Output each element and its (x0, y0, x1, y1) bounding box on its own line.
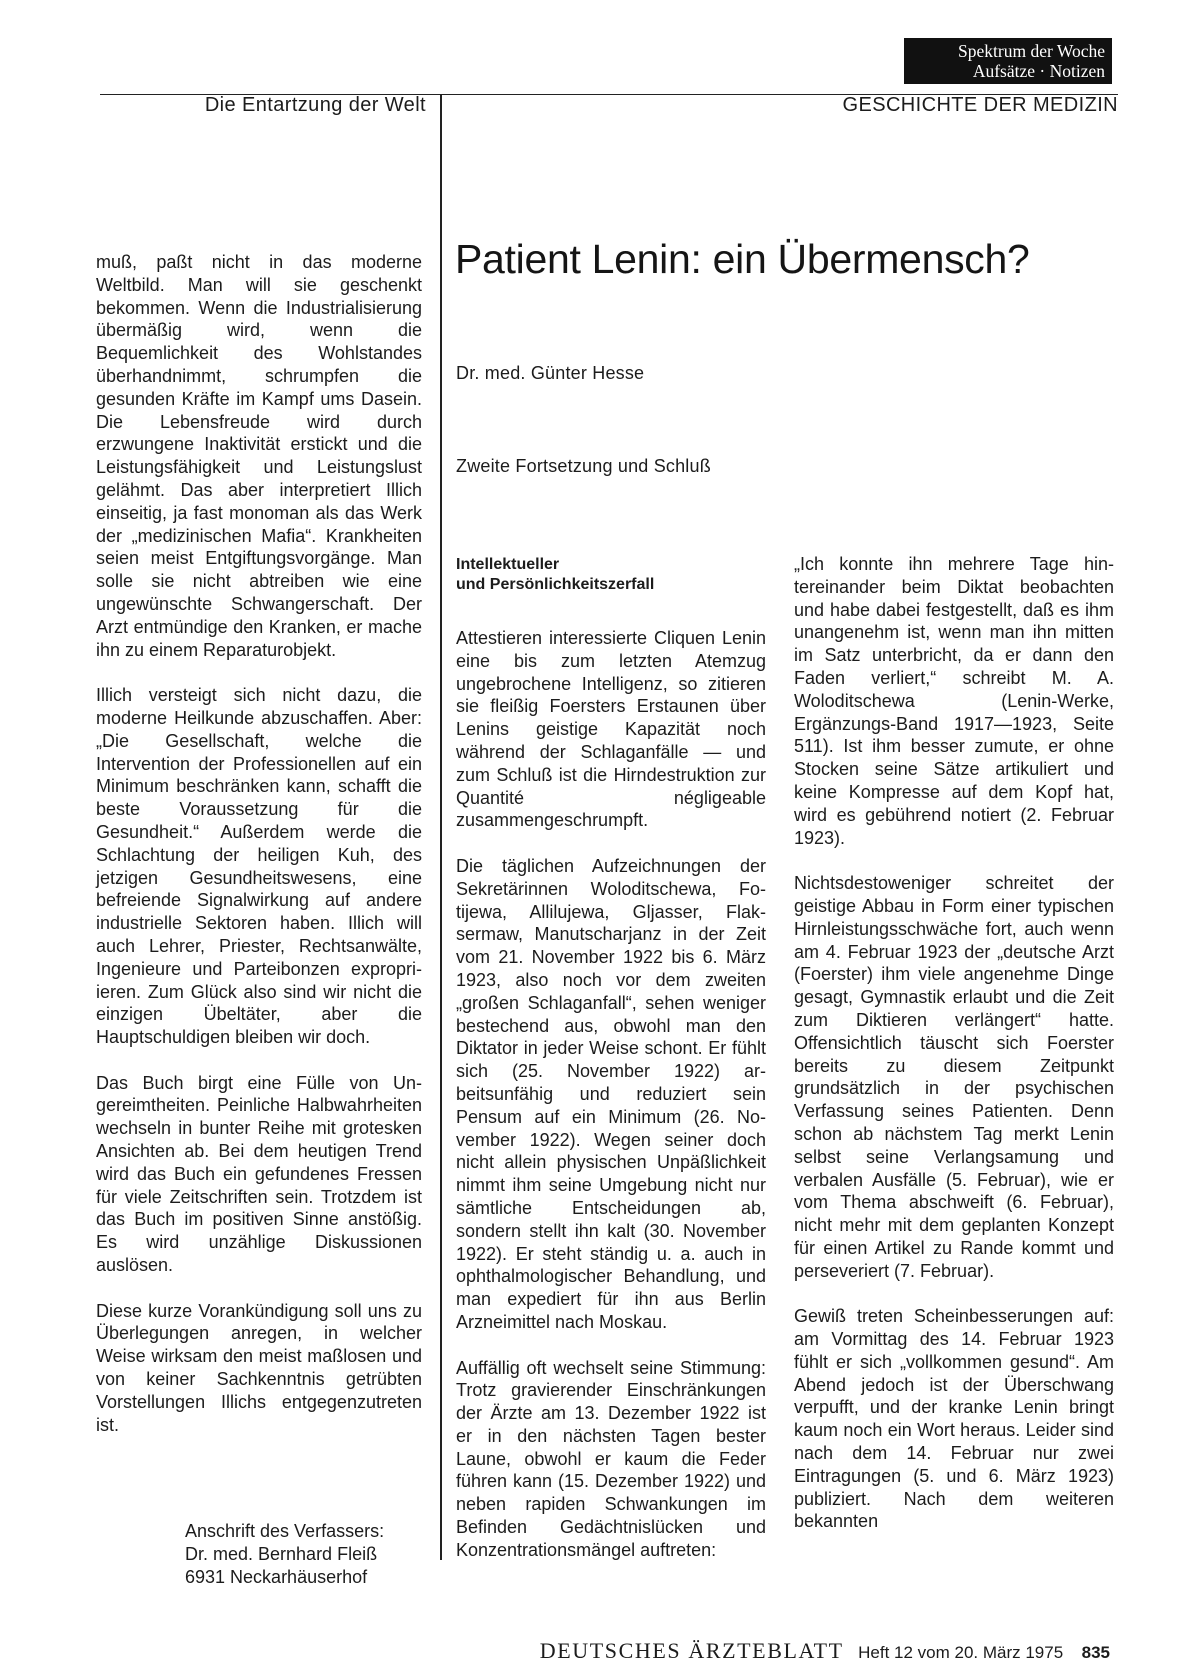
left-column (96, 251, 422, 1436)
badge-line-1: Spektrum der Woche (958, 41, 1105, 61)
right-paragraph-3: Gewiß treten Scheinbesserungen auf: am Vormittag des 14. Februar 1923 fühlt er sich „vollkommen gesund“. Am Abend jedoch ist der Überschwang verpufft, und der kranke Lenin bringt kaum noch ein Wort heraus. Leider sind nach dem 14. Februar nur zwei Eintragungen (5. und 6. März 1923) publiziert. Nach dem weiteren bekannten (794, 1306, 1114, 1532)
article-title: Patient Lenin: ein Übermensch? (455, 236, 1030, 282)
journal-name: DEUTSCHES ÄRZTEBLATT (539, 1638, 844, 1663)
article-subtitle: Zweite Fortsetzung und Schluß (456, 456, 711, 476)
section-heading-line-1: Intellektueller (456, 556, 560, 573)
section-heading (456, 555, 756, 595)
author-address (185, 1520, 425, 1589)
middle-paragraph-2: Die täglichen Aufzeichnungen der Sekretärinnen Woloditschewa, Fotijewa, Allilujewa, Gljasser, Flaksermaw, Manutscharjanz in der Zeit vom 21. November 1922 bis 6. März 1923, also noch vor dem zweiten „großen Schlaganfall“, sehen weniger bestechend aus, obwohl man den Diktator in jeder Weise schont. Er fühlt sich (25. November 1922) arbeitsunfähig und reduziert sein Pensum auf ein Minimum (26. November 1922). Wegen seiner doch nicht allein physischen Unpäßlichkeit nimmt ihm seine Umgebung nicht nur sämtliche Entscheidungen ab, sondern stellt ihn kalt (30. November 1922). Er steht ständig u. a. auch in ophthalmologischer Behandlung, und man expediert für ihn aus Berlin Arzneimittel nach Moskau. (456, 855, 766, 1332)
right-paragraph-1: „Ich konnte ihn mehrere Tage hintereinander beim Diktat beobachten und habe dabei festgestellt, daß es ihm unangenehm ist, wenn man ihn mitten im Satz unterbricht, da er dann den Faden verliert,“ schreibt M. A. Woloditschewa (Lenin-Werke, Ergänzungs-Band 1917—1923, Seite 511). Ist ihm besser zumute, er ohne Stocken seine Sätze artikuliert und keine Kompresse auf dem Kopf hat, wird es gebührend notiert (2. Februar 1923). (794, 554, 1114, 848)
badge-line-2: Aufsätze · Notizen (972, 61, 1105, 81)
left-paragraph-3: Das Buch birgt eine Fülle von Ungereimtheiten. Peinliche Halbwahrheiten wechseln in bunter Reihe mit grotesken Ansichten ab. Bei dem heutigen Trend wird das Buch ein gefundenes Fressen für viele Zeitschriften sein. Trotzdem ist das Buch im positiven Sinne anstößig. Es wird unzählige Diskussionen auslösen. (96, 1072, 422, 1276)
left-paragraph-1: muß, paßt nicht in das moderne Weltbild. Man will sie geschenkt bekommen. Wenn die Industrialisierung übermäßig wird, wenn die Bequemlichkeit des Wohlstandes überhandnimmt, schrumpfen die gesunden Kräfte im Kampf ums Dasein. Die Lebensfreude wird durch erzwungene Inaktivität erstickt und die Leistungsfähigkeit und Leistungslust gelähmt. Das aber interpretiert Illich einseitig, ja fast monoman als das Werk der „medizinischen Mafia“. Krankheiten seien meist Entgiftungsvorgänge. Man solle sie nicht abtreiben wie eine ungewünschte Schwangerschaft. Der Arzt entmündige den Kranken, er mache ihn zu einem Reparaturobjekt. (96, 252, 422, 660)
address-line-2: Dr. med. Bernhard Fleiß (185, 1544, 378, 1564)
column-divider (440, 94, 442, 1560)
running-head-right: GESCHICHTE DER MEDIZIN (842, 94, 1118, 116)
issue-info: Heft 12 vom 20. März 1975 (858, 1643, 1064, 1662)
middle-paragraph-3: Auffällig oft wechselt seine Stimmung: Trotz gravierender Einschränkungen der Ärzte am 13. Dezember 1922 ist er in den nächsten Tagen bester Laune, obwohl er kaum die Feder führen kann (15. Dezember 1922) und neben rapiden Schwankungen im Befinden Gedächtnislücken und Konzentrationsmängel auftreten: (456, 1357, 766, 1560)
right-paragraph-2: Nichtsdestoweniger schreitet der geistige Abbau in Form einer typischen Hirnleistungsschwäche fort, auch wenn am 4. Februar 1923 der „deutsche Arzt (Foerster) ihm viele angenehme Dinge gesagt, Gymnastik erlaubt und die Zeit zum Diktieren verlängert“ hatte. Offensichtlich täuscht sich Foerster bereits zu diesem Zeitpunkt grundsätzlich in der psychischen Verfassung seines Patienten. Denn schon ab nächstem Tag merkt Lenin selbst seine Verlangsamung und verbalen Ausfälle (5. Februar), wie er vom Thema abschweift (6. Februar), nicht mehr mit dem geplanten Konzept für einen Artikel zu Rande kommt und perseveriert (7. Februar). (794, 873, 1114, 1281)
article-author: Dr. med. Günter Hesse (456, 363, 645, 383)
section-badge (904, 38, 1112, 84)
middle-paragraph-1: Attestieren interessierte Cliquen Lenin eine bis zum letzten Atemzug ungebrochene Intelligenz, so zitieren sie fleißig Foersters Erstaunen über Lenins geistige Kapazität noch während der Schlaganfälle — und zum Schluß ist die Hirndestruktion zur Quantité négligeable zusammengeschrumpft. (456, 628, 766, 831)
address-line-1: Anschrift des Verfassers: (185, 1521, 385, 1541)
address-line-3: 6931 Neckarhäuserhof (185, 1567, 368, 1587)
left-paragraph-4: Diese kurze Vorankündigung soll uns zu Überlegungen anregen, in welcher Weise wirksam den meist maßlosen und von keiner Sachkenntnis getrübten Vorstellungen Illichs entgegenzutreten ist. (96, 1300, 422, 1435)
left-paragraph-2: Illich versteigt sich nicht dazu, die moderne Heilkunde abzuschaffen. Aber: „Die Gesellschaft, welche die Intervention der Professionellen auf ein Minimum beschränken kann, schafft die beste Voraussetzung für die Gesundheit.“ Außerdem werde die Schlachtung der heiligen Kuh, des jetzigen Gesundheitswesens, eine befreiende Signalwirkung auf andere industrielle Sektoren haben. Illich will auch Lehrer, Priester, Rechtsanwälte, Ingenieure und Parteibonzen expropriieren. Zum Glück also sind wir nicht die einzigen Übeltäter, aber die Hauptschuldigen bleiben wir doch. (96, 685, 422, 1048)
running-head-left: Die Entartzung der Welt (204, 94, 426, 116)
page-footer (100, 1638, 1110, 1664)
section-heading-line-2: und Persönlichkeitszerfall (456, 576, 655, 593)
right-column (794, 553, 1114, 1533)
page-number: 835 (1081, 1643, 1110, 1662)
middle-column (456, 627, 766, 1562)
